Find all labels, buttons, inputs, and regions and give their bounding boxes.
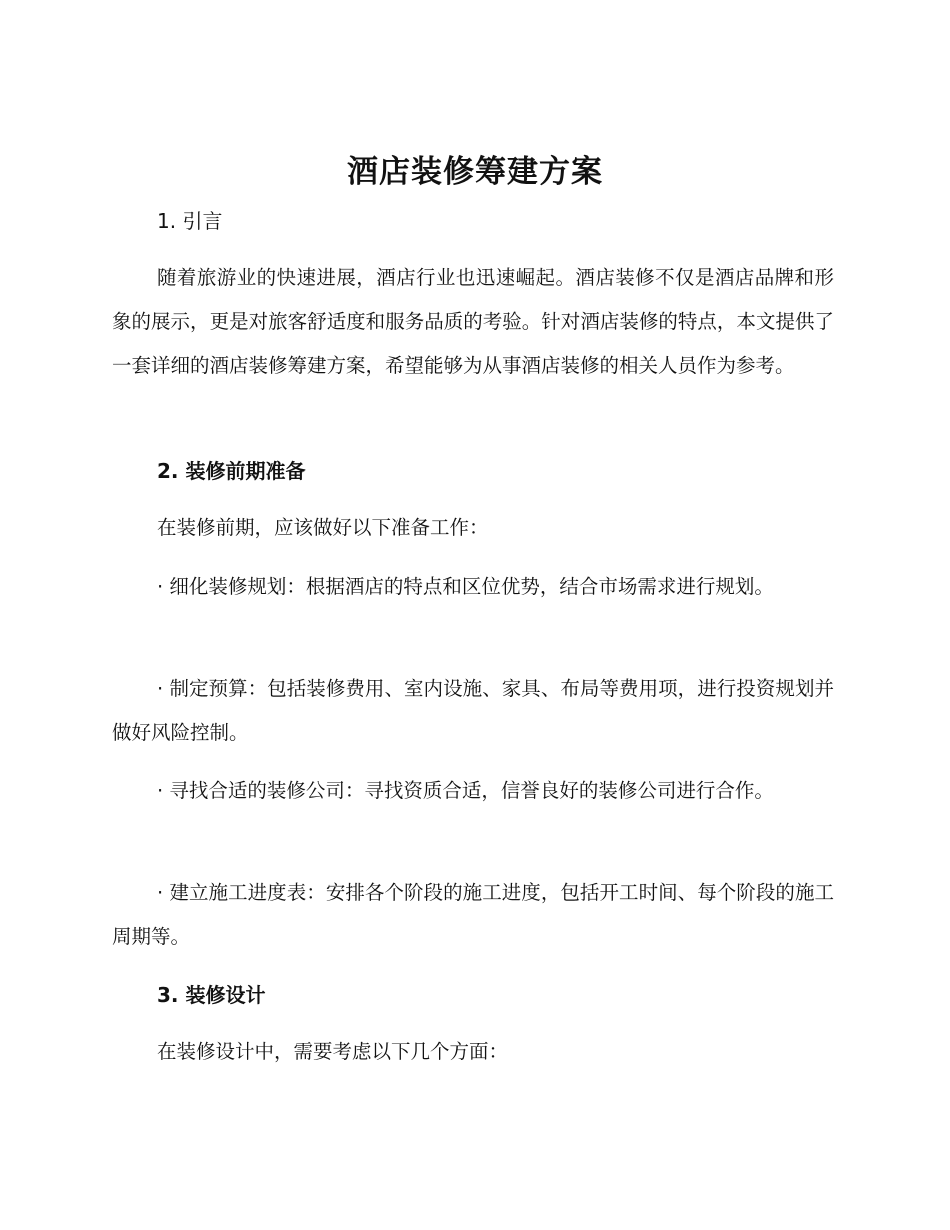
section-heading-intro: 1. 引言 bbox=[157, 209, 223, 233]
preparation-intro: 在装修前期，应该做好以下准备工作： bbox=[157, 516, 489, 539]
bullet-item: · 制定预算：包括装修费用、室内设施、家具、布局等费用项，进行投资规划并做好风险控制。 bbox=[112, 677, 834, 744]
bullet-item: · 寻找合适的装修公司：寻找资质合适，信誉良好的装修公司进行合作。 bbox=[157, 779, 774, 802]
intro-paragraph: 随着旅游业的快速进展，酒店行业也迅速崛起。酒店装修不仅是酒店品牌和形象的展示，更是对旅客舒适度和服务品质的考验。针对酒店装修的特点，本文提供了一套详细的酒店装修筹建方案，希望能够为从事酒店装修的相关人员作为参考。 bbox=[112, 266, 834, 377]
section-heading-design: 3. 装修设计 bbox=[157, 983, 266, 1007]
bullet-item: · 建立施工进度表：安排各个阶段的施工进度，包括开工时间、每个阶段的施工周期等。 bbox=[112, 881, 834, 948]
design-intro: 在装修设计中，需要考虑以下几个方面： bbox=[157, 1040, 509, 1063]
section-heading-preparation: 2. 装修前期准备 bbox=[157, 459, 306, 483]
document-title: 酒店装修筹建方案 bbox=[347, 154, 603, 190]
bullet-item: · 细化装修规划：根据酒店的特点和区位优势，结合市场需求进行规划。 bbox=[157, 575, 774, 598]
